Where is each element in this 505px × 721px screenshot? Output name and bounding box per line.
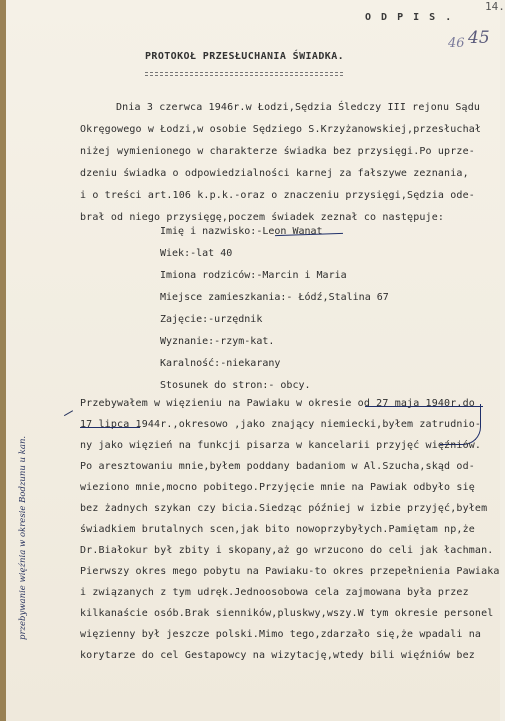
- witness-age-field: Wiek:-lat 40: [160, 248, 233, 259]
- intro-line: i o treści art.106 k.p.k.-oraz o znaczeniu przysięgi,Sędzia ode-: [80, 190, 475, 201]
- copy-label: O D P I S .: [365, 12, 454, 23]
- testimony-line: wieziono mnie,mocno pobitego.Przyjęcie mnie na Pawiak odbyło się: [80, 482, 475, 493]
- witness-name-field: Imię i nazwisko:-Leon Wanat: [160, 226, 323, 237]
- witness-parents-field: Imiona rodziców:-Marcin i Maria: [160, 270, 347, 281]
- witness-address-field: Miejsce zamieszkania:- Łódź,Stalina 67: [160, 292, 389, 303]
- intro-line: niżej wymienionego w charakterze świadka bez przysięgi.Po uprze-: [80, 146, 475, 157]
- handwritten-bracket: [440, 404, 481, 445]
- page-number: 14.: [485, 0, 505, 13]
- witness-religion-field: Wyznanie:-rzym-kat.: [160, 336, 275, 347]
- intro-line: dzeniu świadka o odpowiedzialności karnej za fałszywe zeznania,: [80, 168, 469, 179]
- witness-relation-field: Stosunek do stron:- obcy.: [160, 380, 311, 391]
- title-underline: [145, 72, 343, 73]
- intro-line: Okręgowego w Łodzi,w osobie Sędziego S.Krzyżanowskiej,przesłuchał: [80, 124, 482, 135]
- margin-tick-mark: [64, 410, 78, 425]
- intro-line: Dnia 3 czerwca 1946r.w Łodzi,Sędzia Śledczy III rejonu Sądu: [116, 102, 481, 113]
- testimony-line: Po aresztowaniu mnie,byłem poddany badaniom w Al.Szucha,skąd od-: [80, 461, 475, 472]
- witness-occupation-field: Zajęcie:-urzędnik: [160, 314, 263, 325]
- testimony-line: ny jako więzień na funkcji pisarza w kancelarii przyjęć więźniów.: [80, 440, 482, 451]
- witness-record-field: Karalność:-niekarany: [160, 358, 281, 369]
- margin-handwritten-note: przebywanie więźnia w okresie Bodzunu u kan.: [18, 435, 28, 640]
- testimony-line: świadkiem brutalnych scen,jak bito nowoprzybyłych.Pamiętam np,że: [80, 524, 475, 535]
- testimony-line: więzienny był jeszcze polski.Mimo tego,zdarzało się,że wpadali na: [80, 629, 482, 640]
- document-title: PROTOKOŁ PRZESŁUCHANIA ŚWIADKA.: [145, 51, 345, 62]
- testimony-line: Pierwszy okres mego pobytu na Pawiaku-to okres przepełnienia Pawiaka: [80, 566, 500, 577]
- handwritten-folio-number-old: 46: [448, 36, 465, 51]
- handwritten-folio-number: 45: [468, 28, 490, 48]
- testimony-line: 17 lipca 1944r.,okresowo ,jako znający niemiecki,byłem zatrudnio-: [80, 419, 482, 430]
- testimony-line: korytarze do cel Gestapowcy na wizytację,wtedy bili więźniów bez: [80, 650, 475, 661]
- testimony-line: kilkanaście osób.Brak sienników,pluskwy,wszy.W tym okresie personel: [80, 608, 494, 619]
- title-underline-second: [145, 75, 343, 76]
- binding-edge: [0, 0, 6, 721]
- testimony-line: bez żadnych szykan czy bicia.Siedząc później w izbie przyjęć,byłem: [80, 503, 488, 514]
- intro-line: brał od niego przysięgę,poczem świadek zeznał co następuje:: [80, 212, 445, 223]
- testimony-line: Przebywałem w więzieniu na Pawiaku w okresie od 27 maja 1940r.do: [80, 398, 475, 409]
- handwritten-underline: [80, 427, 140, 428]
- testimony-line: i związanych z tym udręk.Jednoosobowa cela zajmowana była przez: [80, 587, 469, 598]
- testimony-line: Dr.Białokur był zbity i skopany,aż go wrzucono do celi jak łachman.: [80, 545, 494, 556]
